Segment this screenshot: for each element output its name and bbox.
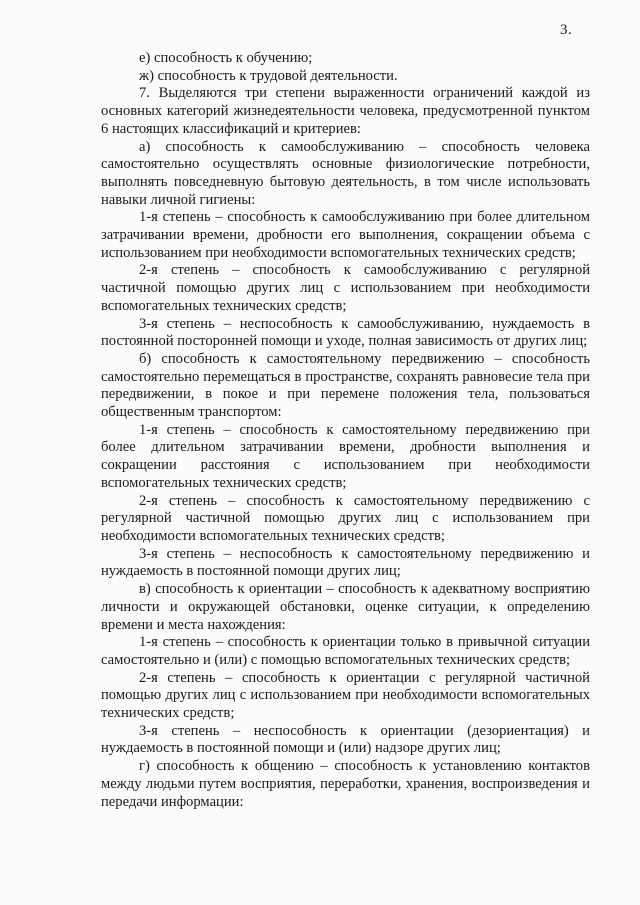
paragraph-item-e: е) способность к обучению;	[139, 50, 313, 66]
paragraph-mobility-degree-3: 3-я степень – неспособность к самостоятельному передвижению и нуждаемость в постоянной помощи других лиц;	[101, 545, 590, 580]
paragraph-self-care-degree-3: 3-я степень – неспособность к самообслуживанию, нуждаемость в постоянной посторонней помощи и уходе, полная зависимость от других лиц;	[101, 315, 590, 350]
document-body	[101, 50, 590, 811]
paragraph-mobility-degree-2: 2-я степень – способность к самостоятельному передвижению с регулярной частичной помощью других лиц с использованием при необходимости вспомогательных технических средств;	[101, 492, 590, 544]
paragraph-item-zh: ж) способность к трудовой деятельности.	[139, 67, 398, 84]
paragraph-orientation: в) способность к ориентации – способность к адекватному восприятию личности и окружающей обстановки, оценке ситуации, к определению времени и места нахождения:	[101, 581, 590, 633]
paragraph-orientation-degree-2: 2-я степень – способность к ориентации с регулярной частичной помощью других лиц с использованием при необходимости вспомогательных технических средств;	[101, 669, 590, 722]
paragraph-section-7: 7. Выделяются три степени выраженности ограничений каждой из основных категорий жизнедеятельности человека, предусмотренной пунктом 6 настоящих классификаций и критериев:	[101, 85, 590, 137]
paragraph-self-care: а) способность к самообслуживанию – способность человека самостоятельно осуществлять основные физиологические потребности, выполнять повседневную бытовую деятельность, в том числе использовать навыки личной гигиены:	[101, 138, 590, 208]
paragraph-self-care-degree-1: 1-я степень – способность к самообслуживанию при более длительном затрачивании времени, дробности его выполнения, сокращении объема с использованием при необходимости вспомогательных технических средств;	[101, 209, 590, 261]
paragraph-orientation-degree-1: 1-я степень – способность к ориентации только в привычной ситуации самостоятельно и (или) с помощью вспомогательных технических средств;	[101, 634, 590, 668]
paragraph-orientation-degree-3: 3-я степень – неспособность к ориентации (дезориентация) и нуждаемость в постоянной помощи и (или) надзоре других лиц;	[101, 722, 590, 757]
paragraph-mobility: б) способность к самостоятельному передвижению – способность самостоятельно перемещаться в пространстве, сохранять равновесие тела при передвижении, в покое и при перемене положения тела, пользоваться общественным транспортом:	[101, 350, 590, 421]
paragraph-communication: г) способность к общению – способность к установлению контактов между людьми путем восприятия, переработки, хранения, воспроизведения и передачи информации:	[101, 758, 590, 810]
page-number: 3.	[560, 22, 573, 38]
paragraph-mobility-degree-1: 1-я степень – способность к самостоятельному передвижению при более длительном затрачивании времени, дробности выполнения и сокращении расстояния с использованием при необходимости вспомогательных технических средств;	[101, 421, 590, 491]
paragraph-self-care-degree-2: 2-я степень – способность к самообслуживанию с регулярной частичной помощью других лиц с использованием при необходимости вспомогательных технических средств;	[101, 262, 590, 314]
